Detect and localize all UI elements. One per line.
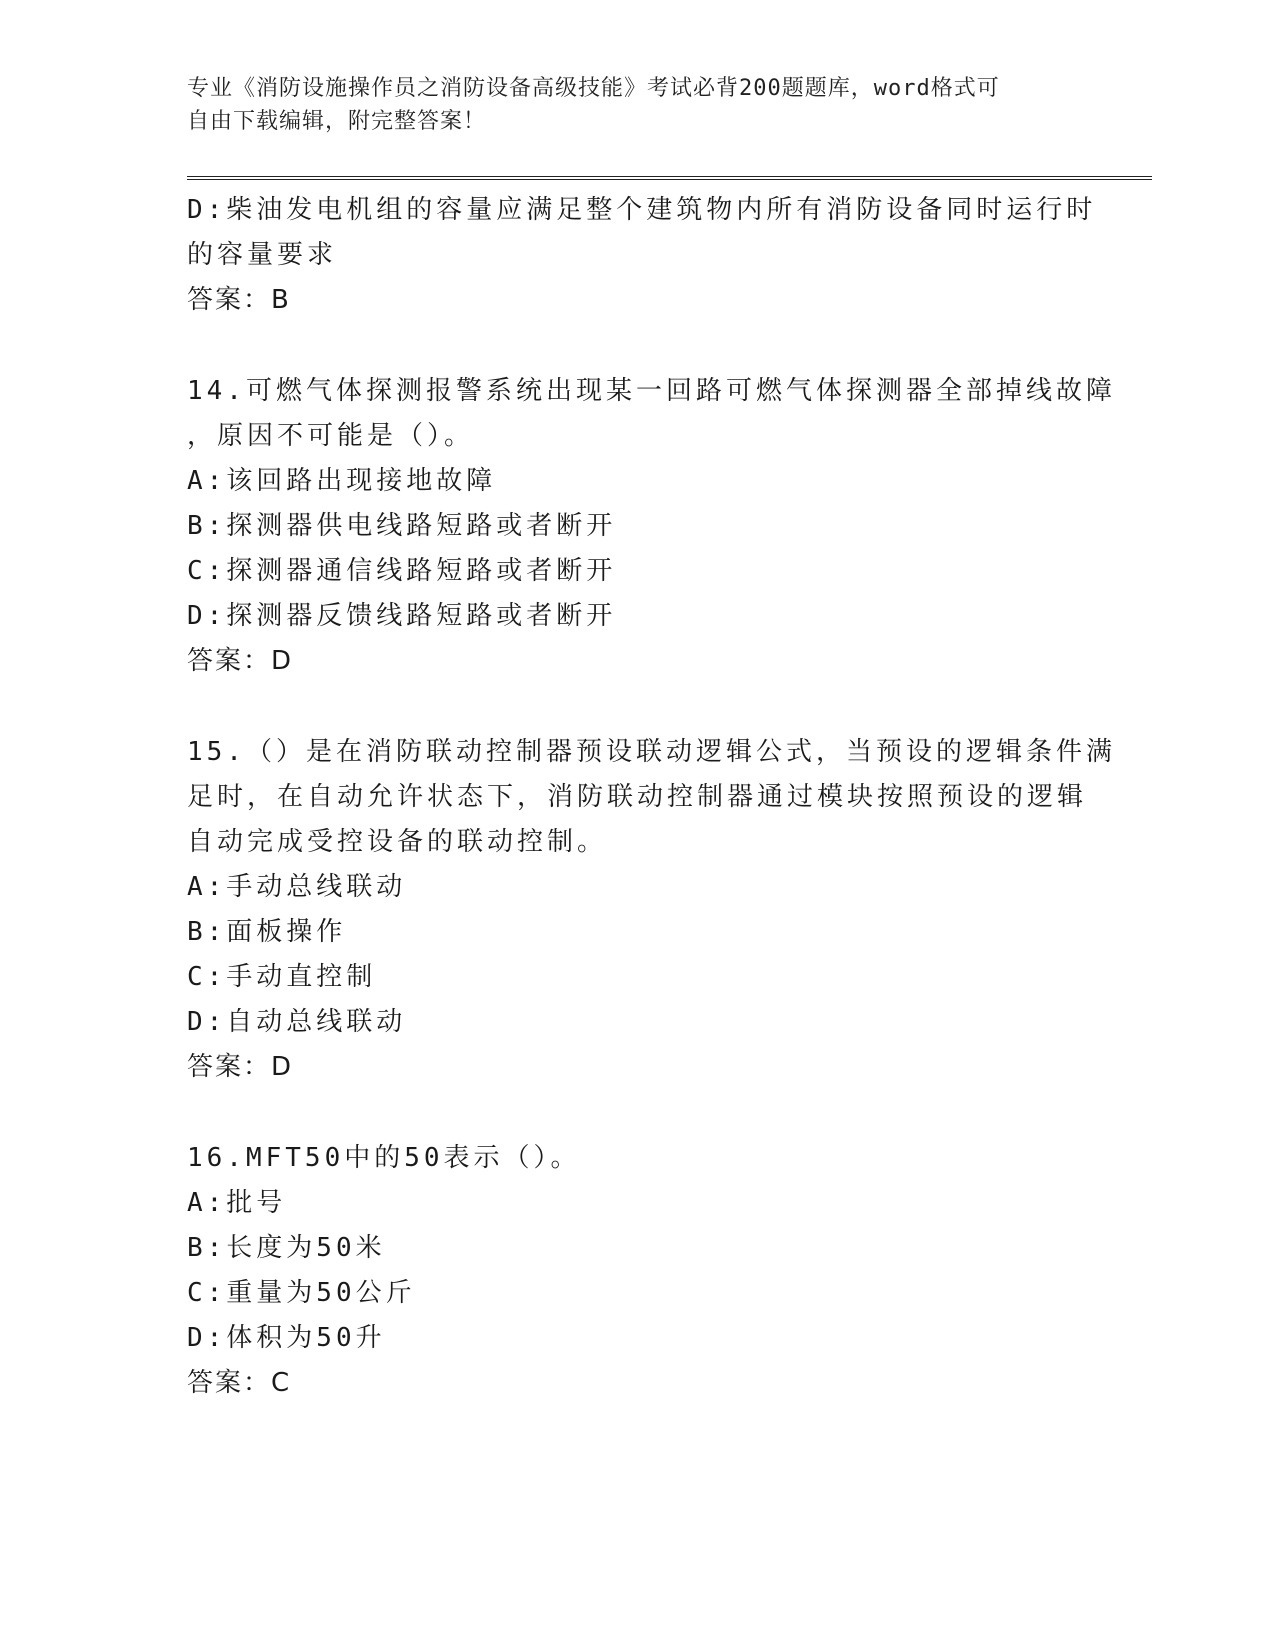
option-b: B:探测器供电线路短路或者断开 bbox=[187, 511, 617, 541]
spacer bbox=[187, 684, 1077, 730]
question-stem-line-1: 15.（）是在消防联动控制器预设联动逻辑公式，当预设的逻辑条件满 bbox=[187, 737, 1116, 767]
option-a: A:该回路出现接地故障 bbox=[187, 466, 497, 496]
question-content bbox=[187, 188, 1116, 1406]
question-16 bbox=[187, 1136, 1077, 1406]
option-c: C:重量为50公斤 bbox=[187, 1278, 416, 1308]
option-d: D:自动总线联动 bbox=[187, 1007, 407, 1037]
header-title-line-1: 专业《消防设施操作员之消防设备高级技能》考试必背200题题库，word格式可 bbox=[187, 76, 1000, 101]
spacer bbox=[187, 1090, 1077, 1136]
option-d-line-2: 的容量要求 bbox=[187, 240, 338, 270]
option-d: D:探测器反馈线路短路或者断开 bbox=[187, 601, 617, 631]
question-stem-line-2: 足时，在自动允许状态下，消防联动控制器通过模块按照预设的逻辑 bbox=[187, 782, 1088, 812]
spacer bbox=[187, 323, 1077, 369]
option-b: B:长度为50米 bbox=[187, 1233, 386, 1263]
option-c: C:手动直控制 bbox=[187, 962, 377, 992]
question-stem-line-2: ，原因不可能是（）。 bbox=[187, 421, 475, 451]
option-d-line-1: D:柴油发电机组的容量应满足整个建筑物内所有消防设备同时运行时 bbox=[187, 195, 1097, 225]
answer-label: 答案：D bbox=[187, 646, 294, 676]
previous-question-tail bbox=[187, 188, 1097, 323]
option-a: A:手动总线联动 bbox=[187, 872, 407, 902]
answer-label: 答案：D bbox=[187, 1052, 294, 1082]
answer-label: 答案：B bbox=[187, 285, 291, 315]
question-stem-line-1: 14.可燃气体探测报警系统出现某一回路可燃气体探测器全部掉线故障 bbox=[187, 376, 1116, 406]
header-divider bbox=[187, 176, 1152, 180]
option-d: D:体积为50升 bbox=[187, 1323, 386, 1353]
question-14 bbox=[187, 369, 1116, 684]
question-stem-line-3: 自动完成受控设备的联动控制。 bbox=[187, 827, 608, 857]
question-15 bbox=[187, 730, 1116, 1090]
page-header bbox=[187, 72, 1087, 138]
option-c: C:探测器通信线路短路或者断开 bbox=[187, 556, 617, 586]
header-title-line-2: 自由下载编辑，附完整答案！ bbox=[187, 109, 487, 134]
option-b: B:面板操作 bbox=[187, 917, 347, 947]
option-a: A:批号 bbox=[187, 1188, 287, 1218]
answer-label: 答案：C bbox=[187, 1368, 292, 1398]
question-stem-line-1: 16.MFT50中的50表示（）。 bbox=[187, 1143, 581, 1173]
